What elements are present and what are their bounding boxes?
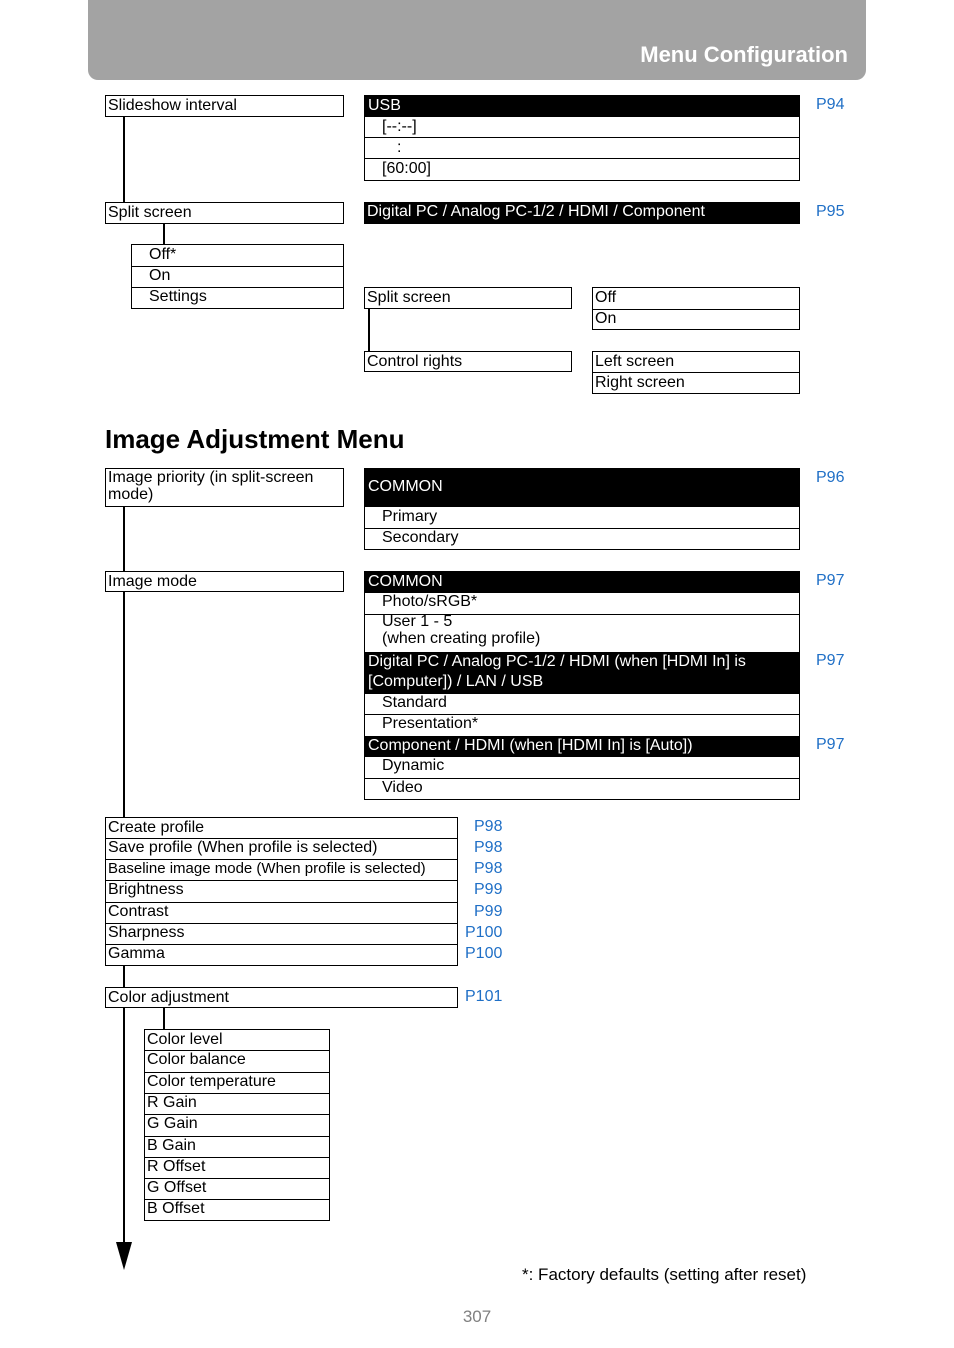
image-mode-option: Presentation* xyxy=(382,715,479,732)
color-options-table xyxy=(144,1029,330,1221)
page-link[interactable]: P97 xyxy=(816,572,845,589)
setting-item: Brightness xyxy=(108,881,184,898)
control-rights-option: Left screen xyxy=(595,353,675,370)
color-option: G Offset xyxy=(147,1179,207,1196)
settings-split-option: Off xyxy=(595,289,617,306)
priority-option: Secondary xyxy=(382,529,459,546)
color-option: Color temperature xyxy=(147,1073,276,1090)
image-mode-option: Standard xyxy=(382,694,447,711)
split-screen-box xyxy=(105,202,344,224)
settings-split-options xyxy=(592,287,800,330)
color-option: Color balance xyxy=(147,1051,246,1068)
image-settings-table xyxy=(105,817,458,966)
page-link[interactable]: P100 xyxy=(465,924,503,941)
color-adjustment-box xyxy=(105,987,458,1008)
color-adjustment-label: Color adjustment xyxy=(108,989,229,1006)
footnote: *: Factory defaults (setting after reset) xyxy=(522,1265,807,1284)
setting-item: Sharpness xyxy=(108,924,185,941)
split-option: Off* xyxy=(149,246,177,263)
header-title: Menu Configuration xyxy=(640,42,848,67)
tree-line xyxy=(123,507,125,571)
control-rights-options xyxy=(592,351,800,394)
page-link[interactable]: P97 xyxy=(816,736,845,753)
color-option: B Gain xyxy=(147,1137,196,1154)
header-bar xyxy=(88,0,866,80)
image-mode-common-header: COMMON xyxy=(365,572,799,593)
split-screen-label: Split screen xyxy=(108,204,192,221)
image-mode-table xyxy=(364,571,800,800)
priority-header: COMMON xyxy=(365,469,799,507)
tree-line xyxy=(123,117,125,202)
page-number: 307 xyxy=(462,1307,492,1326)
settings-split-option: On xyxy=(595,310,617,327)
page-link[interactable]: P101 xyxy=(465,988,503,1005)
image-mode-digital-header-line: Digital PC / Analog PC-1/2 / HDMI (when [HDMI In] is xyxy=(368,653,746,670)
control-rights-box xyxy=(364,351,572,372)
split-sources-header: Digital PC / Analog PC-1/2 / HDMI / Component xyxy=(364,202,800,224)
tree-line xyxy=(163,224,165,245)
image-mode-option: Photo/sRGB* xyxy=(382,593,478,610)
priority-options-table xyxy=(364,468,800,550)
image-mode-component-header: Component / HDMI (when [HDMI In] is [Auto]) xyxy=(365,736,799,757)
slideshow-option: [--:--] xyxy=(382,118,417,135)
section-title: Image Adjustment Menu xyxy=(105,424,405,454)
page-link[interactable]: P98 xyxy=(474,860,503,877)
image-mode-option: Dynamic xyxy=(382,757,445,774)
image-mode-option-note: (when creating profile) xyxy=(382,630,541,647)
image-mode-box xyxy=(105,571,344,592)
setting-item: Contrast xyxy=(108,903,169,920)
image-priority-box xyxy=(105,468,344,507)
color-option: G Gain xyxy=(147,1115,198,1132)
setting-item: Create profile xyxy=(108,819,205,836)
page-link[interactable]: P96 xyxy=(816,469,845,486)
control-rights-label: Control rights xyxy=(367,353,463,370)
setting-item: Baseline image mode (When profile is selected) xyxy=(108,860,426,877)
slideshow-options-table xyxy=(364,95,800,181)
page-link[interactable]: P95 xyxy=(816,203,845,220)
split-option: Settings xyxy=(149,288,207,305)
color-option: B Offset xyxy=(147,1200,205,1217)
tree-line xyxy=(123,966,125,987)
image-mode-digital-header xyxy=(365,652,799,694)
color-option: R Offset xyxy=(147,1158,206,1175)
slideshow-option: : xyxy=(397,139,402,156)
setting-item: Save profile (When profile is selected) xyxy=(108,839,378,856)
page-link[interactable]: P98 xyxy=(474,818,503,835)
color-option: Color level xyxy=(147,1031,223,1048)
settings-split-screen-label: Split screen xyxy=(367,289,451,306)
page-link[interactable]: P99 xyxy=(474,881,503,898)
image-mode-digital-header-line: [Computer]) / LAN / USB xyxy=(368,673,544,690)
settings-split-screen-box xyxy=(364,287,572,309)
page-link[interactable]: P94 xyxy=(816,96,845,113)
page-link[interactable]: P97 xyxy=(816,652,845,669)
color-option: R Gain xyxy=(147,1094,197,1111)
slideshow-option: [60:00] xyxy=(382,160,431,177)
split-option: On xyxy=(149,267,171,284)
control-rights-option: Right screen xyxy=(595,374,685,391)
image-mode-option: Video xyxy=(382,779,423,796)
tree-line xyxy=(123,592,125,817)
tree-line xyxy=(123,1008,125,1248)
tree-line xyxy=(368,309,370,351)
tree-line xyxy=(163,1008,165,1030)
image-priority-label: Image priority (in split-screen mode) xyxy=(108,469,314,503)
page-link[interactable]: P99 xyxy=(474,903,503,920)
image-mode-label: Image mode xyxy=(108,573,197,590)
arrow-down-icon xyxy=(116,1242,132,1270)
setting-item: Gamma xyxy=(108,945,165,962)
split-options-table xyxy=(131,244,344,309)
image-mode-option: User 1 - 5 xyxy=(382,613,453,630)
priority-option: Primary xyxy=(382,508,438,525)
slideshow-source-header: USB xyxy=(365,96,799,117)
slideshow-interval-label: Slideshow interval xyxy=(108,97,237,114)
page-link[interactable]: P98 xyxy=(474,839,503,856)
page-link[interactable]: P100 xyxy=(465,945,503,962)
slideshow-interval-box xyxy=(105,95,344,117)
